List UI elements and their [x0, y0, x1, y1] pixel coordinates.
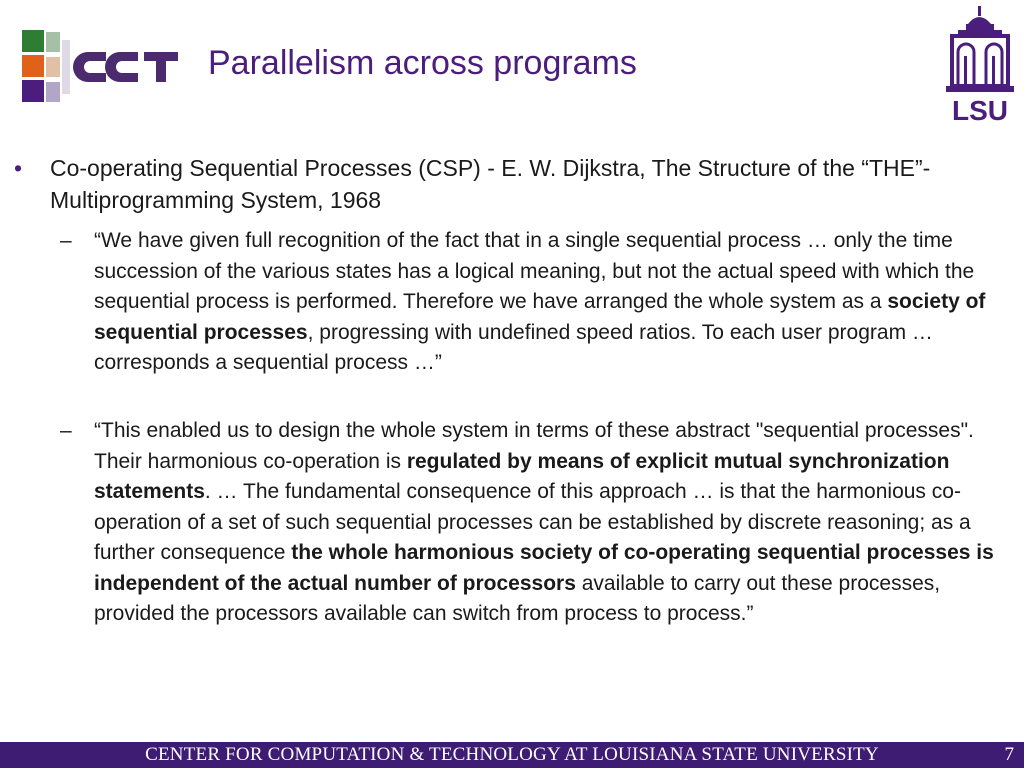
bullet-marker: • [14, 155, 23, 181]
cct-logo [22, 30, 182, 112]
quote-2 [94, 416, 1004, 630]
quote-2-part1: “This enabled us to design the whole system in terms of these abstract "sequential processes". Their harmonious co-operation is [94, 419, 974, 473]
quote-1 [94, 226, 1004, 379]
quote-2-part3: available to carry out these processes, provided the processors available can switch from process to process.” [94, 571, 941, 625]
quote-1-bold1: society of sequential processes [94, 290, 986, 344]
footer-bar [0, 742, 1024, 768]
lsu-logo-text: LSU [952, 95, 1008, 124]
page-number: 7 [1004, 744, 1014, 765]
quote-2-bold1: regulated by means of explicit mutual synchronization statements [94, 449, 950, 503]
dash-marker-1: – [60, 229, 72, 252]
quote-2-bold2: the whole harmonious society of co-operating sequential processes is independent of the actual number of processors [94, 541, 994, 595]
quote-2-part2: . … The fundamental consequence of this approach … is that the harmonious co-operation of a set of such sequential processes can be established by discrete reasoning; as a further consequence [94, 480, 971, 564]
quote-1-part1: “We have given full recognition of the fact that in a single sequential process … only the time succession of the various states has a logical meaning, but not the actual speed with which the sequential process is performed. Therefore we have arranged the whole system as a [94, 229, 975, 313]
quote-1-part2: , progressing with undefined speed ratios. To each user program … corresponds a sequential process …” [94, 320, 933, 374]
slide-title: Parallelism across programs [208, 44, 637, 82]
bullet-csp: Co-operating Sequential Processes (CSP) - E. W. Dijkstra, The Structure of the “THE”-Multiprogramming System, 1968 [50, 155, 931, 213]
dash-marker-2: – [60, 419, 72, 442]
footer-text: CENTER FOR COMPUTATION & TECHNOLOGY AT LOUISIANA STATE UNIVERSITY [145, 744, 879, 765]
lsu-logo [940, 6, 1020, 124]
